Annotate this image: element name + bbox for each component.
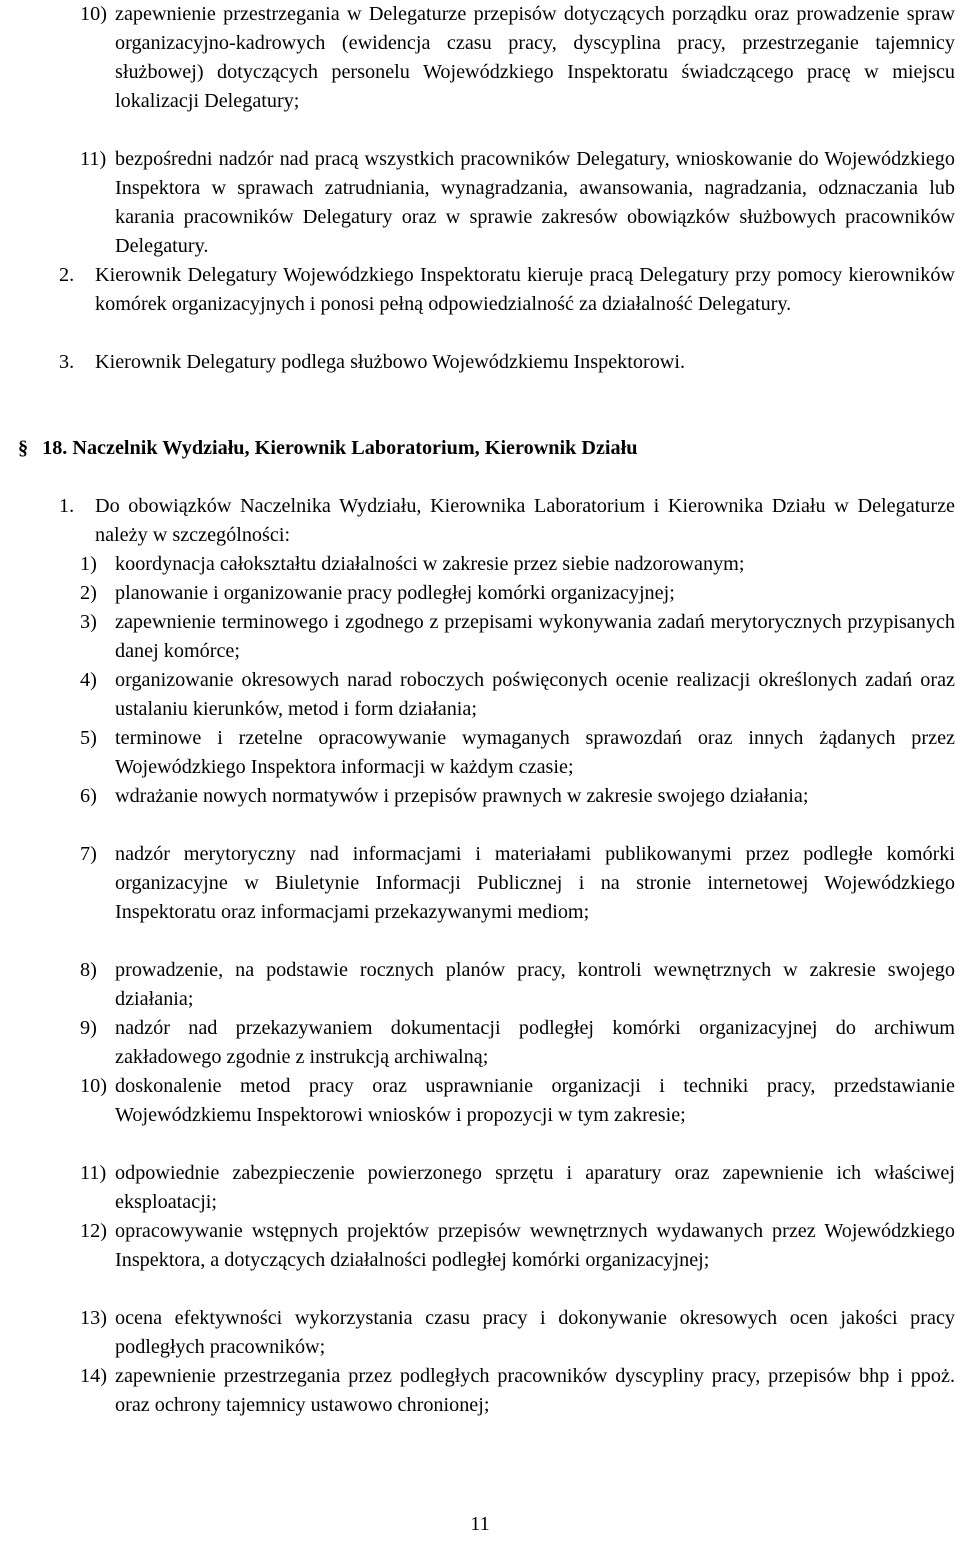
paragraph-number: 3.	[59, 351, 75, 373]
item-text: zapewnienie przestrzegania w Delegaturze przepisów dotyczących porządku oraz prowadzenie spraw organizacyjno-kadrowych (ewidencja czasu pracy, dyscyplina pracy, przestrzeganie tajemnicy służbowej) dotyczących personelu Wojewódzkiego Inspektoratu świadczącego pracę w miejscu lokalizacji Delegatury;	[115, 3, 955, 112]
item-text: wdrażanie nowych normatywów i przepisów prawnych w zakresie swojego działania;	[115, 785, 809, 807]
item-number: 8)	[80, 959, 97, 981]
paragraph-text: Do obowiązków Naczelnika Wydziału, Kierownika Laboratorium i Kierownika Działu w Delegaturze należy w szczególności:	[95, 495, 955, 546]
item-text: ocena efektywności wykorzystania czasu pracy i dokonywanie okresowych ocen jakości pracy podległych pracowników;	[115, 1307, 955, 1358]
item-text: bezpośredni nadzór nad pracą wszystkich pracowników Delegatury, wnioskowanie do Wojewódzkiego Inspektora w sprawach zatrudniania, wynagradzania, awansowania, nagradzania, odznaczania lub karania pracowników Delegatury oraz w sprawie zakresów obowiązków służbowych pracowników Delegatury.	[115, 148, 955, 257]
item-number: 4)	[80, 669, 97, 691]
item-text: organizowanie okresowych narad roboczych poświęconych ocenie realizacji określonych zadań oraz ustalaniu kierunków, metod i form działania;	[115, 669, 955, 720]
item-text: prowadzenie, na podstawie rocznych planów pracy, kontroli wewnętrznych w zakresie swojego działania;	[115, 959, 955, 1010]
section-heading	[18, 434, 637, 463]
page-number: 11	[470, 1513, 490, 1535]
item-text: nadzór merytoryczny nad informacjami i materiałami publikowanymi przez podległe komórki organizacyjne w Biuletynie Informacji Publicznej i na stronie internetowej Wojewódzkiego Inspektoratu oraz informacjami przekazywanymi mediom;	[115, 843, 955, 923]
item-text: opracowywanie wstępnych projektów przepisów wewnętrznych wydawanych przez Wojewódzkiego Inspektora, a dotyczących działalności podległej komórki organizacyjnej;	[115, 1220, 955, 1271]
item-text: odpowiednie zabezpieczenie powierzonego sprzętu i aparatury oraz zapewnienie ich właściwej eksploatacji;	[115, 1162, 955, 1213]
paragraph-text: Kierownik Delegatury Wojewódzkiego Inspektoratu kieruje pracą Delegatury przy pomocy kierowników komórek organizacyjnych i ponosi pełną odpowiedzialność za działalność Delegatury.	[95, 264, 955, 315]
item-text: terminowe i rzetelne opracowywanie wymaganych sprawozdań oraz innych żądanych przez Wojewódzkiego Inspektora informacji w każdym czasie;	[115, 727, 955, 778]
item-number: 6)	[80, 785, 97, 807]
item-number: 10)	[80, 1075, 107, 1097]
item-number: 11)	[80, 1162, 107, 1184]
item-number: 3)	[80, 611, 97, 633]
paragraph-number: 1.	[59, 495, 75, 517]
section-symbol: §	[18, 437, 29, 459]
section-title: 18. Naczelnik Wydziału, Kierownik Laboratorium, Kierownik Działu	[42, 437, 638, 459]
item-text: koordynacja całokształtu działalności w zakresie przez siebie nadzorowanym;	[115, 553, 745, 575]
item-number: 2)	[80, 582, 97, 604]
item-number: 5)	[80, 727, 97, 749]
item-number: 14)	[80, 1365, 107, 1387]
paragraph-number: 2.	[59, 264, 75, 286]
paragraph-text: Kierownik Delegatury podlega służbowo Wojewódzkiemu Inspektorowi.	[95, 351, 686, 373]
item-number: 13)	[80, 1307, 107, 1329]
item-number: 10)	[80, 3, 107, 25]
item-text: doskonalenie metod pracy oraz usprawnianie organizacji i techniki pracy, przedstawianie Wojewódzkiemu Inspektorowi wniosków i propozycji w tym zakresie;	[115, 1075, 955, 1126]
item-text: zapewnienie przestrzegania przez podległych pracowników dyscypliny pracy, przepisów bhp i ppoż. oraz ochrony tajemnicy ustawowo chronionej;	[115, 1365, 955, 1416]
item-number: 11)	[80, 148, 107, 170]
item-number: 12)	[80, 1220, 107, 1242]
item-text: nadzór nad przekazywaniem dokumentacji podległej komórki organizacyjnej do archiwum zakładowego zgodnie z instrukcją archiwalną;	[115, 1017, 955, 1068]
item-number: 1)	[80, 553, 97, 575]
item-number: 7)	[80, 843, 97, 865]
item-number: 9)	[80, 1017, 97, 1039]
item-text: zapewnienie terminowego i zgodnego z przepisami wykonywania zadań merytorycznych przypisanych danej komórce;	[115, 611, 955, 662]
item-text: planowanie i organizowanie pracy podległej komórki organizacyjnej;	[115, 582, 675, 604]
